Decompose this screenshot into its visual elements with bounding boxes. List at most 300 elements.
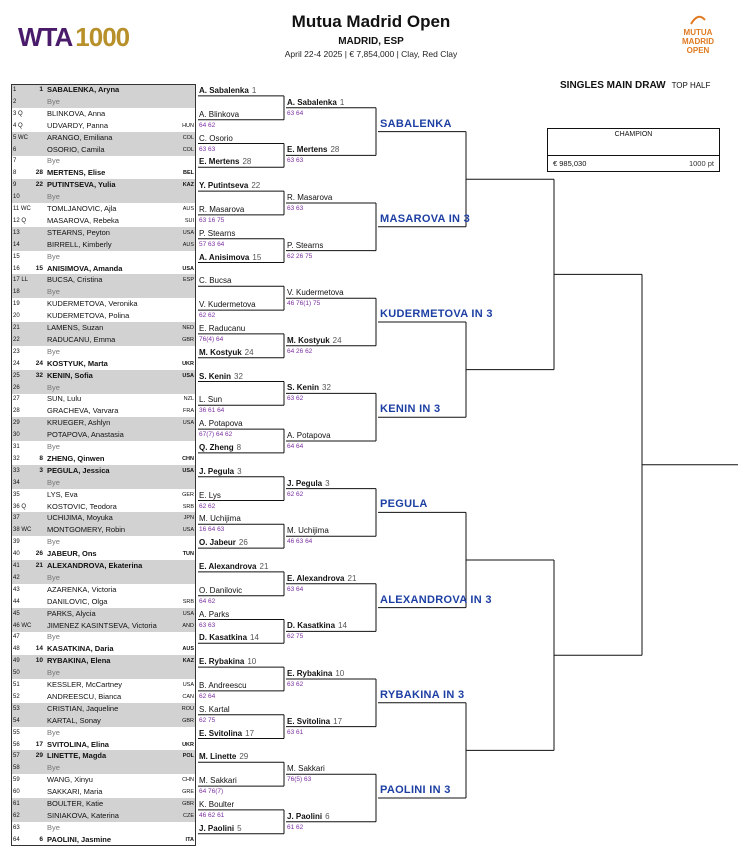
winner-name [287,383,331,393]
player-name: Bye [47,346,60,356]
winner-name [199,681,250,691]
player-name: ANISIMOVA, Amanda [47,263,123,273]
wta-logo-number: 1000 [75,22,130,52]
country-code: GBR [182,801,194,807]
winner-name [287,193,335,203]
seed-number: 17 [35,740,43,748]
winner-name-text: M. Uchijima [199,514,241,524]
draw-position: 60 [13,789,20,796]
winner-seed: 32 [322,383,331,393]
player-name: SABALENKA, Aryna [47,85,120,94]
winner-name-text: O. Jabeur [199,538,236,548]
player-name: RYBAKINA, Elena [47,656,111,666]
country-code: FRA [183,408,194,415]
tournament-meta: April 22-4 2025 | € 7,854,000 | Clay, Red Clay [284,49,458,59]
winner-name-text: O. Danilovic [199,585,243,595]
draw-position: 19 [13,301,20,308]
winner-name [287,812,330,822]
draw-position: 42 [13,574,20,581]
match-score: 63 64 [287,585,304,593]
winner-name [199,181,260,191]
match-score: 63 64 [287,109,304,117]
match-score: 62 75 [287,633,304,641]
player-name: BLINKOVA, Anna [47,108,106,118]
seed-number: 1 [39,86,43,93]
draw-position: 46 WC [13,622,32,629]
winner-seed: 14 [250,633,259,643]
player-name: LAMENS, Suzan [47,323,104,332]
winner-name-text: E. Mertens [199,157,240,167]
country-code: GER [182,491,194,498]
winner-seed: 21 [347,573,357,583]
winner-name-text: P. Stearns [199,228,236,238]
country-code: USA [182,229,194,236]
winner-name [199,538,248,548]
match-score: 64 26 62 [287,347,313,355]
winner-name [199,276,234,286]
draw-position: 16 [13,265,20,272]
player-name: KUDERMETOVA, Polina [47,311,130,321]
player-name: Bye [47,822,60,832]
player-name: Bye [47,572,60,582]
match-score: 63 63 [199,145,216,153]
seed-number: 10 [35,657,43,665]
seed-number: 3 [39,466,43,474]
winner-seed: 8 [236,442,242,452]
event-logo-line-2: MADRID [682,37,714,46]
event-logo-line-3: OPEN [686,46,710,55]
winner-seed: 24 [244,347,254,357]
player-name: PEGULA, Jessica [47,465,110,475]
prediction-label: ALEXANDROVA IN 3 [380,593,492,606]
country-code: ESP [182,277,194,284]
player-name: SUN, Lulu [47,394,82,404]
winner-name [199,824,242,834]
winner-name [199,610,232,620]
seed-number: 22 [35,181,43,189]
draw-position: 14 [13,241,20,248]
player-name: ARANGO, Emiliana [47,132,113,142]
player-name: SVITOLINA, Elina [47,739,109,749]
event-logo-line-1: MUTUA [683,28,713,37]
prediction-label: KUDERMETOVA IN 3 [380,308,493,320]
player-name: Bye [47,727,60,737]
player-name: Bye [47,763,60,773]
winner-name-text: E. Alexandrova [287,573,345,583]
match-score: 57 63 64 [199,240,225,248]
draw-position: 63 [13,824,20,831]
country-code: KAZ [182,658,194,665]
draw-position: 23 [13,348,20,355]
winner-name-text: E. Alexandrova [199,561,257,571]
player-name: UDVARDY, Panna [47,120,109,130]
winner-name-text: S. Kenin [287,383,320,393]
draw-position: 40 [13,551,20,558]
match-score: 64 64 [287,443,304,450]
round1-frame [11,84,196,846]
winner-name [199,467,242,477]
player-name: LINETTE, Magda [47,751,107,761]
player-name: PARKS, Alycia [47,608,96,618]
winner-name [199,419,246,429]
seed-number: 8 [39,454,43,462]
player-name: Bye [47,668,60,678]
match-score: 63 62 [287,395,304,403]
draw-position: 61 [13,801,20,807]
player-name: ANDREESCU, Bianca [47,691,122,701]
draw-title-text: SINGLES MAIN DRAW [560,80,666,91]
player-name: Bye [47,156,60,166]
country-code: COL [182,134,194,141]
player-name: MASAROVA, Rebeka [47,215,119,225]
winner-name [199,491,224,501]
match-score: 62 62 [199,312,216,320]
winner-name [199,134,236,144]
winner-name-text: B. Andreescu [199,680,247,690]
winner-seed: 5 [237,823,242,833]
winner-seed: 1 [251,85,257,95]
winner-name-text: A. Sabalenka [287,97,337,107]
draw-position: 9 [13,182,17,189]
draw-position: 6 [13,146,17,153]
player-name: MERTENS, Elise [47,168,106,178]
winner-name [199,348,254,358]
winner-seed: 17 [245,728,255,738]
winner-name [199,324,248,334]
match-score: 62 62 [199,502,216,510]
match-score: 62 62 [287,490,304,498]
winner-name [199,800,237,810]
player-name: Bye [47,442,60,451]
draw-position: 26 [13,384,20,391]
player-name: BIRRELL, Kimberly [47,239,112,249]
country-code: POL [182,753,194,760]
champion-label: CHAMPION [614,131,653,138]
winner-name [199,705,233,715]
player-name: DANILOVIC, Olga [47,596,108,606]
winner-name-text: J. Paolini [199,823,235,833]
draw-position: 1 [13,87,17,93]
winner-name-text: C. Bucsa [199,276,232,286]
country-code: AUS [182,241,194,248]
country-code: ITA [185,836,194,843]
winner-name [199,395,225,405]
player-name: KESSLER, McCartney [47,680,123,689]
winner-seed: 26 [238,538,248,548]
winner-name-text: A. Parks [199,609,230,619]
player-name: AZARENKA, Victoria [47,584,117,594]
match-score: 63 63 [199,621,216,629]
seed-number: 14 [35,645,43,653]
draw-position: 59 [13,777,20,784]
winner-name-text: D. Kasatkina [199,633,248,643]
match-score: 62 75 [199,716,216,724]
winner-name-text: E. Mertens [287,145,328,155]
country-code: NZL [183,396,194,403]
country-code: HUN [182,122,194,129]
country-code: GBR [182,336,194,343]
seed-number: 32 [35,371,43,379]
player-name: ALEXANDROVA, Ekaterina [47,561,143,570]
player-name: PAOLINI, Jasmine [47,834,112,844]
draw-position: 24 [13,360,20,367]
country-code: ROU [181,705,194,712]
player-name: Bye [47,537,60,547]
draw-position: 34 [13,479,20,486]
country-code: COL [182,146,194,153]
draw-position: 7 [13,158,17,165]
draw-position: 52 [13,693,20,700]
winner-name [199,752,248,762]
winner-name [287,431,334,441]
winner-seed: 6 [325,811,330,821]
draw-position: 28 [13,408,20,415]
winner-name-text: Q. Zheng [199,442,234,452]
draw-position: 44 [13,598,20,605]
player-name: POTAPOVA, Anastasia [47,430,124,440]
tournament-title: Mutua Madrid Open [291,12,451,31]
seed-number: 28 [35,169,43,177]
winner-name-text: K. Boulter [199,799,235,809]
winner-seed: 21 [259,561,269,571]
winner-seed: 22 [251,181,261,191]
winner-name [199,205,247,215]
country-code: JPN [183,515,194,522]
player-name: GRACHEVA, Varvara [47,406,119,416]
winner-name [287,479,330,489]
seed-number: 15 [35,264,43,272]
country-code: SRB [182,598,194,605]
draw-position: 33 [13,467,20,474]
player-name: SINIAKOVA, Katerina [47,810,119,820]
match-score: 63 63 [287,157,304,165]
winner-name-text: E. Lys [199,490,221,500]
player-name: Bye [47,192,60,202]
match-score: 61 62 [287,823,304,831]
draw-position: 62 [13,812,20,819]
draw-position: 43 [13,586,20,593]
country-code: CZE [183,812,194,819]
player-name: JIMENEZ KASINTSEVA, Victoria [47,620,157,630]
winner-name-text: V. Kudermetova [199,300,256,310]
winner-name-text: J. Paolini [287,811,323,821]
draw-position: 64 [13,836,20,843]
winner-name-text: M. Sakkari [199,776,237,786]
winner-seed: 14 [338,621,347,631]
winner-name [287,241,326,251]
winner-name-text: J. Pegula [199,466,235,476]
winner-seed: 10 [247,657,257,667]
draw-position: 36 Q [13,503,27,510]
winner-name-text: E. Rybakina [287,669,333,678]
champion-prize: € 985,030 [553,159,587,168]
player-name: OSORIO, Camila [47,144,105,154]
country-code: USA [182,265,194,272]
match-score: 67(7) 64 62 [199,431,233,439]
country-code: USA [182,467,194,474]
country-code: SUI [184,217,194,224]
winner-name-text: E. Raducanu [199,323,246,333]
draw-position: 58 [13,765,20,772]
winner-name-text: A. Anisimova [199,252,250,262]
player-name: SAKKARI, Maria [47,787,103,797]
draw-position: 25 [13,372,20,379]
prediction-label: PEGULA [380,498,428,511]
player-name: STEARNS, Peyton [47,227,110,237]
country-code: AUS [182,206,194,212]
winner-name-text: Y. Putintseva [199,181,249,191]
winner-name-text: M. Kostyuk [199,347,242,357]
country-code: UKR [182,741,194,748]
draw-position: 5 WC [13,134,28,141]
winner-name-text: L. Sun [199,395,223,405]
winner-name [199,157,251,167]
seed-number: 21 [35,562,43,569]
winner-name [199,253,261,263]
draw-position: 50 [13,670,20,677]
draw-position: 22 [13,336,20,343]
player-name: KRUEGER, Ashlyn [47,418,111,428]
draw-position: 39 [13,539,20,546]
country-code: KAZ [182,182,194,189]
draw-position: 12 Q [13,217,27,224]
winner-seed: 10 [335,669,345,678]
player-name: Bye [47,96,60,106]
match-score: 63 63 [287,205,304,212]
player-name: Bye [47,477,60,487]
winner-name [287,526,332,536]
player-name: Bye [47,287,60,297]
winner-name [287,764,328,774]
match-score: 46 62 61 [199,811,225,819]
match-score: 64 76(7) [199,788,224,796]
player-name: Bye [47,251,60,261]
wta-logo-text: WTA [18,22,73,52]
champion-points: 1000 pt [688,159,714,168]
seed-number: 24 [35,359,43,367]
player-name: Bye [47,382,60,392]
country-code: USA [182,610,194,617]
player-name: UCHIJIMA, Moyuka [47,513,113,523]
draw-position: 38 WC [13,527,32,534]
draw-position: 48 [13,646,20,653]
winner-name-text: A. Potapova [199,419,243,429]
country-code: AND [182,622,194,629]
winner-name-text: S. Kartal [199,704,230,714]
winner-seed: 28 [330,145,340,155]
winner-name [199,372,243,382]
player-name: BOULTER, Katie [47,799,104,808]
draw-position: 11 WC [13,206,31,212]
match-score: 63 61 [287,728,304,736]
player-name: JABEUR, Ons [47,549,97,559]
player-name: LYS, Eva [47,489,78,499]
draw-position: 41 [13,563,20,569]
match-score: 46 76(1) 75 [287,300,321,308]
winner-name [199,443,241,453]
country-code: USA [182,372,194,379]
match-score: 46 63 64 [287,538,313,546]
draw-position: 37 [13,515,20,522]
draw-position: 4 Q [13,122,23,129]
winner-name-text: R. Masarova [287,193,333,202]
draw-position: 20 [13,313,20,320]
player-name: KUDERMETOVA, Veronika [47,299,138,309]
player-name: KOSTOVIC, Teodora [47,501,117,511]
prediction-label: RYBAKINA IN 3 [380,688,465,701]
country-code: USA [182,420,194,427]
draw-position: 55 [13,729,20,736]
country-code: CHN [182,455,194,462]
match-score: 63 62 [287,681,304,688]
winner-name [199,776,240,786]
draw-position: 8 [13,170,17,177]
country-code: GBR [182,717,194,724]
draw-half: TOP HALF [671,81,711,90]
draw-position: 53 [13,705,20,712]
country-code: BEL [183,170,194,177]
winner-name-text: A. Potapova [287,431,331,440]
winner-name [287,288,347,298]
player-name: RADUCANU, Emma [47,334,116,344]
match-score: 62 64 [199,692,216,700]
winner-name [199,729,254,739]
player-name: KASATKINA, Daria [47,644,114,654]
winner-name [199,657,256,667]
country-code: SRB [182,503,194,510]
match-score: 76(5) 63 [287,776,312,784]
winner-seed: 15 [252,252,262,262]
draw-position: 56 [13,741,20,748]
match-score: 76(4) 64 [199,335,224,343]
seed-number: 29 [35,752,43,760]
player-name: BUCSA, Cristina [47,275,103,285]
country-code: AUS [182,646,194,653]
winner-name [287,145,339,155]
draw-position: 13 [13,229,20,236]
prediction-label: MASAROVA IN 3 [380,212,471,225]
match-score: 64 62 [199,121,216,129]
winner-name-text: M. Sakkari [287,764,325,774]
draw-position: 2 [13,98,17,105]
match-score: 64 62 [199,597,216,605]
winner-seed: 32 [234,371,243,381]
winner-name-text: C. Osorio [199,133,233,143]
winner-name [287,621,347,631]
winner-name-text: M. Uchijima [287,526,329,536]
winner-seed: 24 [332,335,342,345]
draw-position: 35 [13,491,20,498]
winner-name-text: V. Kudermetova [287,288,344,298]
country-code: USA [182,682,194,688]
country-code: UKR [182,360,194,367]
winner-name [199,586,245,596]
winner-seed: 1 [339,97,345,107]
country-code: TUN [182,551,194,558]
tournament-location: MADRID, ESP [338,36,404,47]
player-name: CRISTIAN, Jaqueline [47,703,119,713]
player-name: MONTGOMERY, Robin [47,525,126,535]
winner-name-text: D. Kasatkina [287,621,336,631]
winner-name-text: P. Stearns [287,240,324,250]
draw-position: 18 [13,289,20,296]
country-code: USA [182,527,194,534]
country-code: CAN [182,693,194,700]
draw-position: 21 [13,325,20,331]
draw-position: 51 [13,682,20,688]
winner-name [199,514,244,524]
winner-name [199,562,268,572]
